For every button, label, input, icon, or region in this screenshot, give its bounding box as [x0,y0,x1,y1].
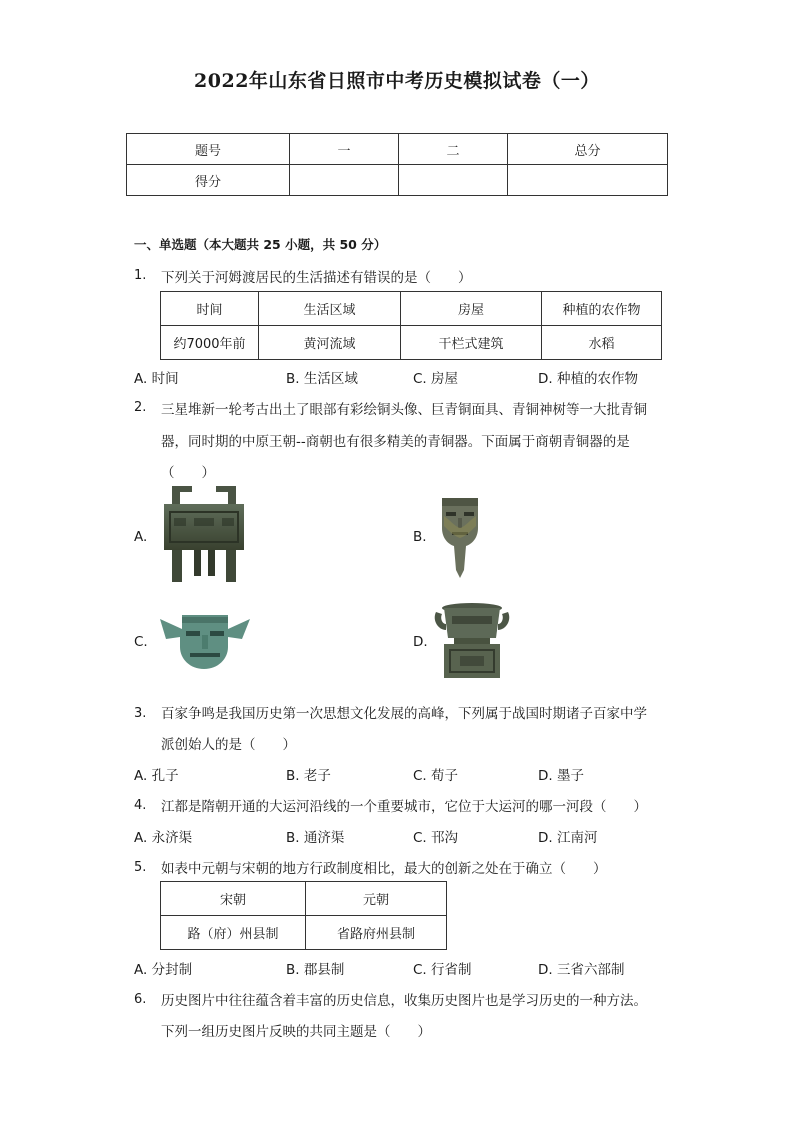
option-b[interactable]: B. 生活区域 [286,371,358,387]
question-text: （ ） [161,465,215,481]
question-text: 器，同时期的中原王朝--商朝也有很多精美的青铜器。下面属于商朝青铜器的是 [161,434,630,450]
score-row-label: 得分 [127,165,290,196]
option-c[interactable]: C. 行省制 [413,962,472,978]
table-cell: 宋朝 [161,882,306,916]
table-cell: 元朝 [306,882,447,916]
q1-table-row [161,326,662,360]
option-b[interactable]: B. 郡县制 [286,962,345,978]
question-text: 下列关于河姆渡居民的生活描述有错误的是（ ） [161,270,472,286]
score-input-cell[interactable] [508,165,668,196]
question-number: 1. [134,268,147,283]
question-text: 历史图片中往往蕴含着丰富的历史信息，收集历史图片也是学习历史的一种方法。 [161,993,647,1009]
question-text: 百家争鸣是我国历史第一次思想文化发展的高峰，下列属于战国时期诸子百家中学 [161,706,647,722]
table-cell: 生活区域 [259,292,401,326]
score-header-cell: 二 [399,134,508,165]
table-cell: 路（府）州县制 [161,916,306,950]
question-number: 3. [134,706,147,721]
table-cell: 房屋 [401,292,542,326]
question-text: 江都是隋朝开通的大运河沿线的一个重要城市，它位于大运河的哪一河段（ ） [161,799,647,815]
table-cell: 水稻 [542,326,662,360]
section-heading: 一、单选题（本大题共 25 小题，共 50 分） [134,237,387,252]
bronze-ding-image[interactable] [158,484,250,584]
option-d[interactable]: D. 三省六部制 [538,962,625,978]
option-c[interactable]: C. [134,634,148,650]
option-d[interactable]: D. 种植的农作物 [538,371,638,387]
score-table [126,133,668,196]
option-c[interactable]: C. 房屋 [413,371,459,387]
question-number: 4. [134,798,147,813]
option-b[interactable]: B. 通济渠 [286,830,345,846]
bronze-gui-image[interactable] [432,600,512,680]
option-b[interactable]: B. 老子 [286,768,331,784]
option-c[interactable]: C. 邗沟 [413,830,459,846]
score-input-cell[interactable] [399,165,508,196]
table-cell: 黄河流域 [259,326,401,360]
score-table-score-row [127,165,668,196]
score-header-cell: 一 [290,134,399,165]
option-a[interactable]: A. 分封制 [134,962,193,978]
table-cell: 约7000年前 [161,326,259,360]
option-a[interactable]: A. 时间 [134,371,179,387]
q5-table [160,881,447,950]
option-d[interactable]: D. 墨子 [538,768,584,784]
bronze-head-image[interactable] [436,494,484,580]
question-number: 5. [134,860,147,875]
question-number: 6. [134,992,147,1007]
option-b[interactable]: B. [413,529,427,545]
score-header-cell: 题号 [127,134,290,165]
exam-title: 2022年山东省日照市中考历史模拟试卷（一） [194,70,600,92]
bronze-mask-image[interactable] [156,609,254,671]
question-text: 下列一组历史图片反映的共同主题是（ ） [161,1024,431,1040]
table-cell: 时间 [161,292,259,326]
option-a[interactable]: A. 永济渠 [134,830,193,846]
option-d[interactable]: D. 江南河 [538,830,598,846]
table-cell: 省路府州县制 [306,916,447,950]
question-number: 2. [134,400,147,415]
option-a[interactable]: A. 孔子 [134,768,179,784]
table-cell: 种植的农作物 [542,292,662,326]
option-d[interactable]: D. [413,634,428,650]
question-text: 派创始人的是（ ） [161,737,296,753]
q5-table-row [161,916,447,950]
q5-table-header-row [161,882,447,916]
q1-table-header-row [161,292,662,326]
q1-table [160,291,662,360]
question-text: 三星堆新一轮考古出土了眼部有彩绘铜头像、巨青铜面具、青铜神树等一大批青铜 [161,402,647,418]
score-table-header-row [127,134,668,165]
score-input-cell[interactable] [290,165,399,196]
option-a[interactable]: A. [134,529,148,545]
score-header-cell: 总分 [508,134,668,165]
question-text: 如表中元朝与宋朝的地方行政制度相比，最大的创新之处在于确立（ ） [161,861,607,877]
table-cell: 干栏式建筑 [401,326,542,360]
option-c[interactable]: C. 荀子 [413,768,459,784]
